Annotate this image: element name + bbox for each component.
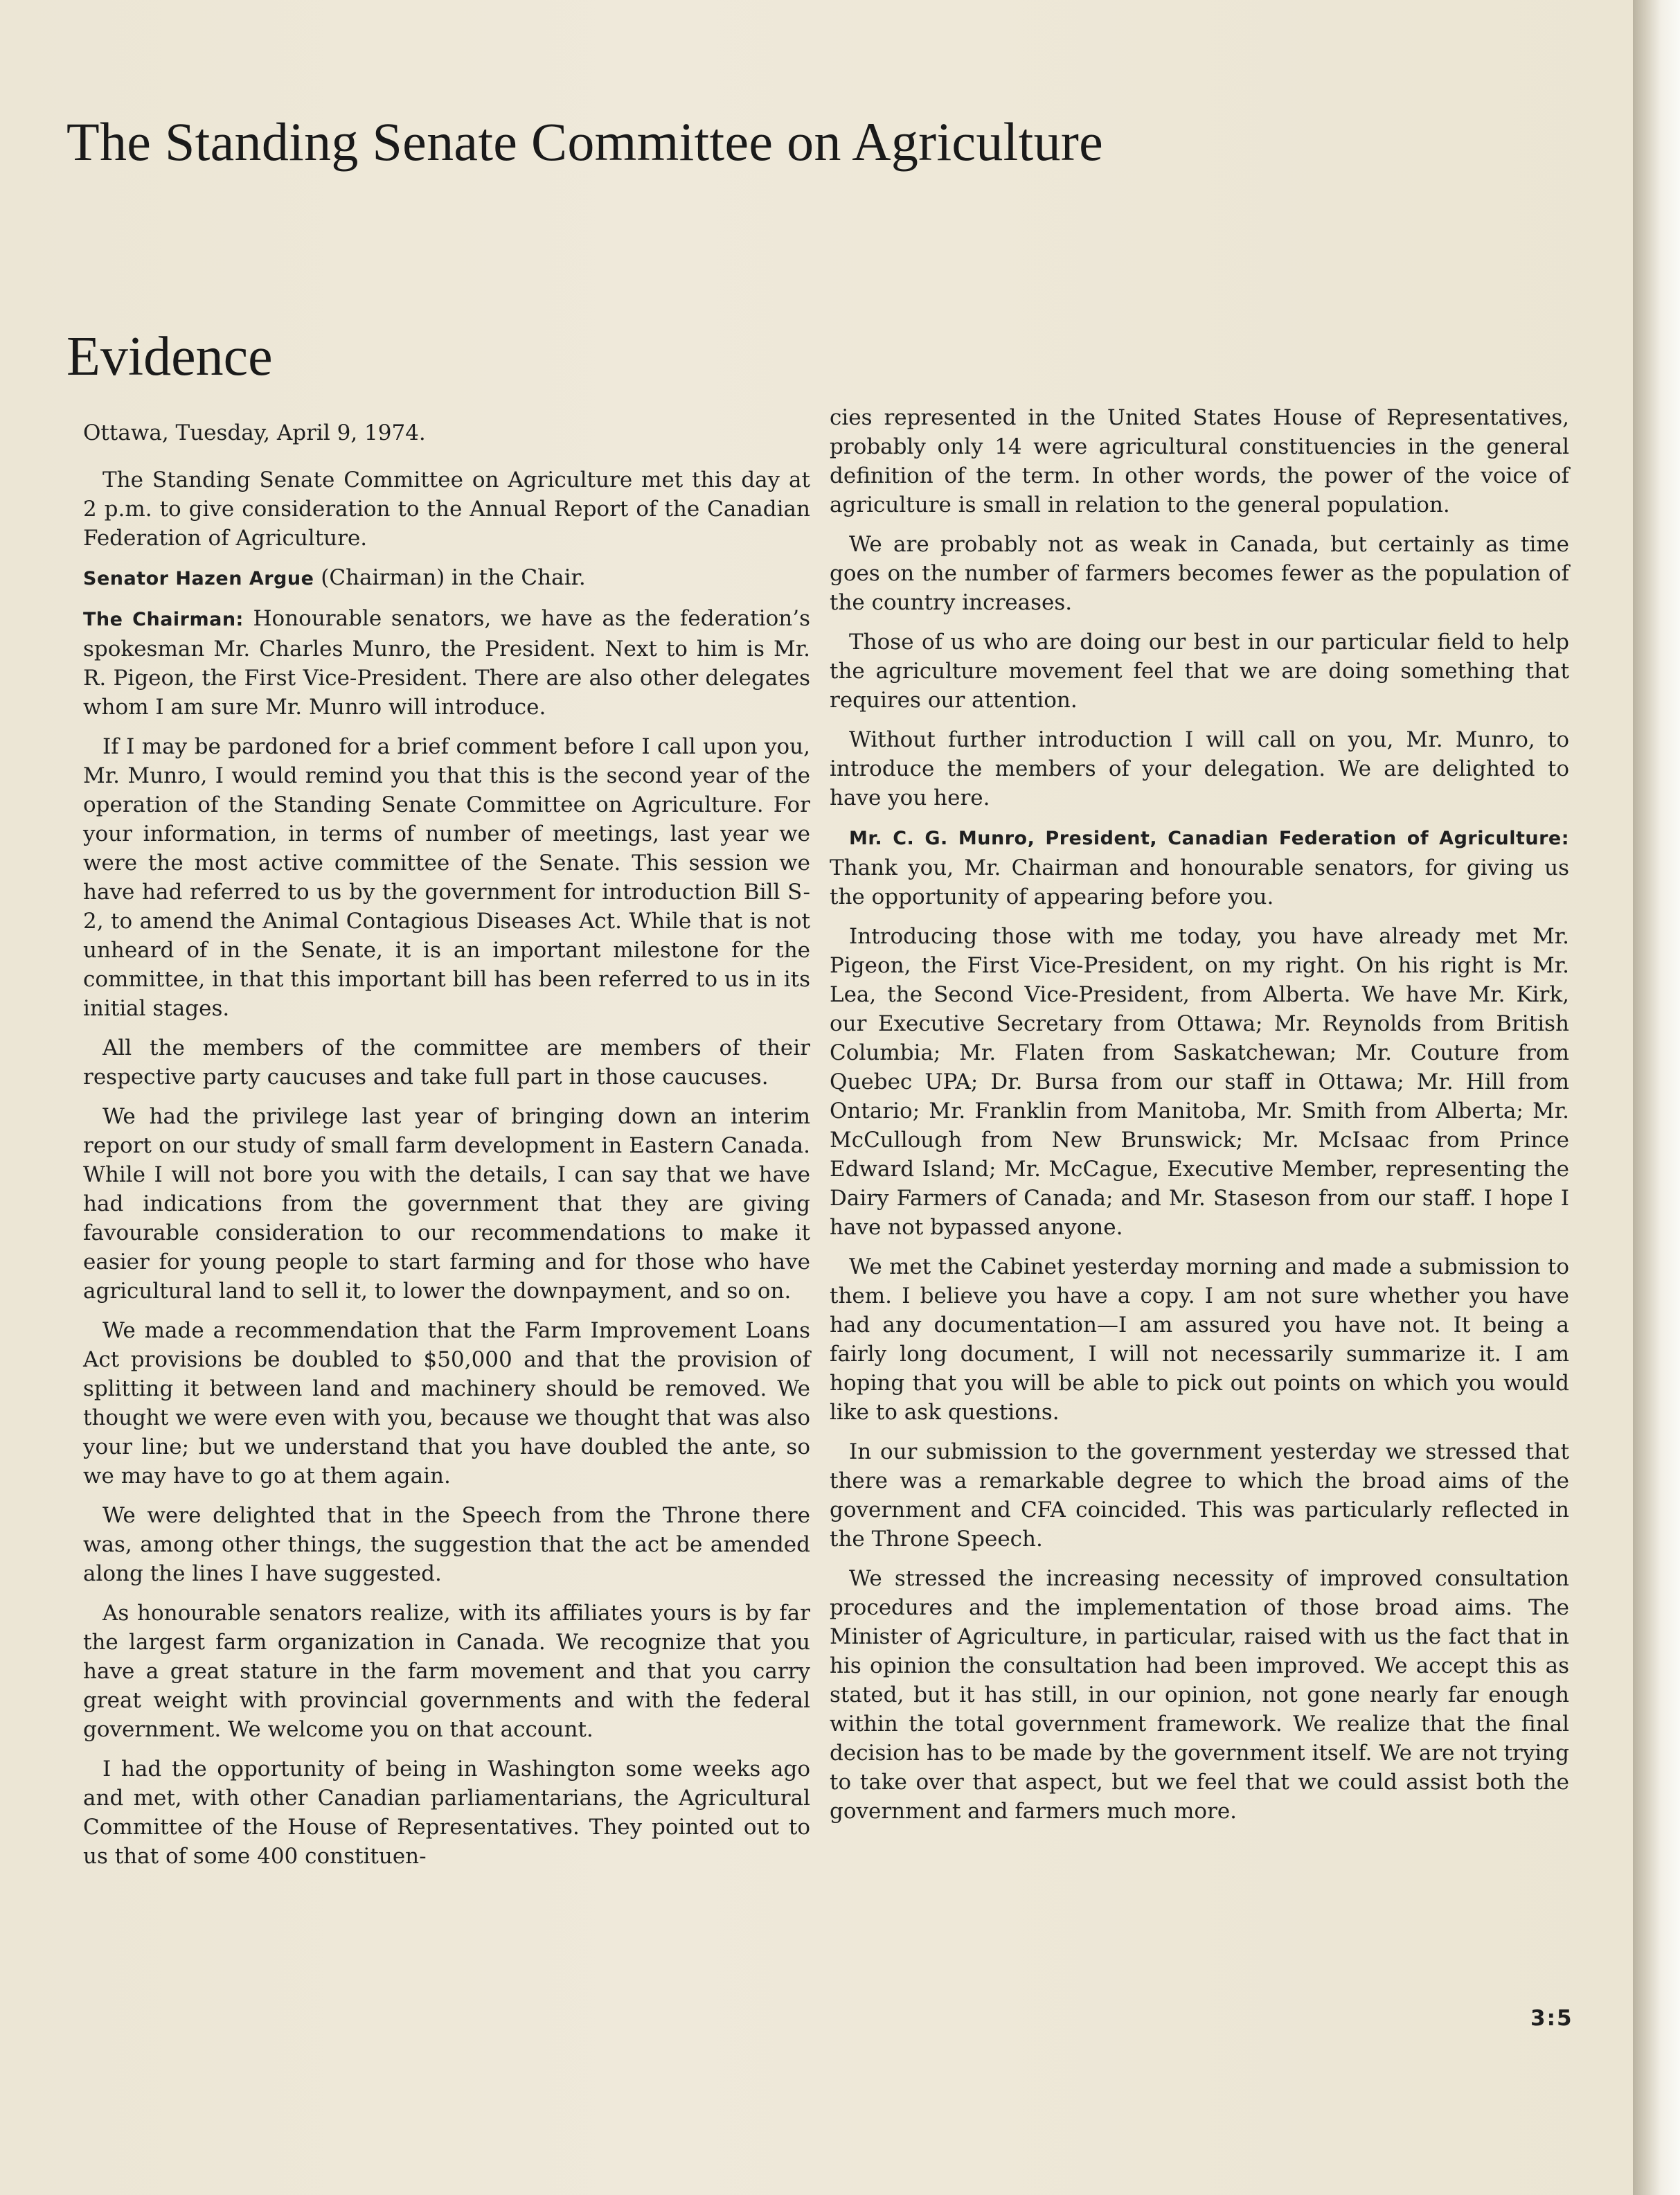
paragraph: Introducing those with me today, you have already met Mr. Pigeon, the First Vice-President, on my right. On his right is Mr. Lea, the Second Vice-President, from Alberta. We have Mr. Kirk, our Executive Secretary from Ottawa; Mr. Reynolds from British Columbia; Mr. Flaten from Saskatchewan; Mr. Couture from Quebec UPA; Dr. Bursa from our staff in Ottawa; Mr. Hill from Ontario; Mr. Franklin from Manitoba, Mr. Smith from Alberta; Mr. McCullough from New Brunswick; Mr. McIsaac from Prince Edward Island; Mr. McCague, Executive Member, representing the Dairy Farmers of Canada; and Mr. Staseson from our staff. I hope I have not bypassed anyone. [830, 924, 1569, 1240]
paragraph: The Standing Senate Committee on Agriculture met this day at 2 p.m. to give consideration to the Annual Report of the Canadian Federation of Agriculture. [83, 468, 810, 551]
page-edge [1633, 0, 1680, 2195]
paragraph [830, 823, 1569, 912]
chair-role: (Chairman) in the Chair. [314, 565, 586, 590]
paragraph: We were delighted that in the Speech from the Throne there was, among other things, the suggestion that the act be amended along the lines I have suggested. [83, 1503, 810, 1586]
paragraph: I had the opportunity of being in Washington some weeks ago and met, with other Canadian parliamentarians, the Agricultural Committee of the House of Representatives. They pointed out to us that of some 400 constituen- [83, 1757, 810, 1869]
left-column [83, 418, 810, 1881]
speaker-label: Mr. C. G. Munro, President, Canadian Federation of Agriculture: [849, 828, 1569, 849]
right-column [830, 403, 1569, 1836]
paragraph [83, 604, 810, 722]
paragraph: Without further introduction I will call on you, Mr. Munro, to introduce the members of your delegation. We are delighted to have you here. [830, 727, 1569, 810]
paragraph: We met the Cabinet yesterday morning and made a submission to them. I believe you have a copy. I am not sure whether you have had any documentation—I am assured you have not. It being a fairly long document, I will not necessarily summarize it. I am hoping that you will be able to pick out points on which you would like to ask questions. [830, 1254, 1569, 1425]
paragraph: All the members of the committee are members of their respective party caucuses and take full part in those caucuses. [83, 1036, 810, 1090]
paragraph: If I may be pardoned for a brief comment before I call upon you, Mr. Munro, I would remind you that this is the second year of the operation of the Standing Senate Committee on Agriculture. For your information, in terms of number of meetings, last year we were the most active committee of the Senate. This session we have had referred to us by the government for introduction Bill S-2, to amend the Animal Contagious Diseases Act. While that is not unheard of in the Senate, it is an important milestone for the committee, in that this important bill has been referred to us in its initial stages. [83, 734, 810, 1021]
speech-text: Thank you, Mr. Chairman and honourable senators, for giving us the opportunity of appearing before you. [830, 855, 1569, 909]
paragraph: We made a recommendation that the Farm Improvement Loans Act provisions be doubled to $50,000 and that the provision of splitting it between land and machinery should be removed. We thought we were even with you, because we thought that was also your line; but we understand that you have doubled the ante, so we may have to go at them again. [83, 1318, 810, 1488]
paragraph: We are probably not as weak in Canada, but certainly as time goes on the number of farmers becomes fewer as the population of the country increases. [830, 532, 1569, 615]
chair-line [83, 563, 810, 594]
document-title: The Standing Senate Committee on Agriculture [66, 112, 1104, 172]
speech-text: Honourable senators, we have as the federation’s spokesman Mr. Charles Munro, the President. Next to him is Mr. R. Pigeon, the First Vice-President. There are also other delegates whom I am sure Mr. Munro will introduce. [83, 606, 810, 720]
speaker-label: The Chairman: [83, 609, 244, 630]
page-number: 3:5 [1530, 2006, 1573, 2031]
paragraph: We had the privilege last year of bringing down an interim report on our study of small farm development in Eastern Canada. While I will not bore you with the details, I can say that we have had indications from the government that they are giving favourable consideration to our recommendations to make it easier for young people to start farming and for those who have agricultural land to sell it, to lower the downpayment, and so on. [83, 1104, 810, 1304]
chair-name: Senator Hazen Argue [83, 568, 314, 589]
paragraph: Those of us who are doing our best in our particular field to help the agriculture movement feel that we are doing something that requires our attention. [830, 630, 1569, 713]
paragraph: In our submission to the government yesterday we stressed that there was a remarkable degree to which the broad aims of the government and CFA coincided. This was particularly reflected in the Throne Speech. [830, 1439, 1569, 1552]
paragraph: cies represented in the United States House of Representatives, probably only 14 were agricultural constituencies in the general definition of the term. In other words, the power of the voice of agriculture is small in relation to the general population. [830, 405, 1569, 517]
paragraph: We stressed the increasing necessity of improved consultation procedures and the implementation of those broad aims. The Minister of Agriculture, in particular, raised with us the fact that in his opinion the consultation had been improved. We accept this as stated, but it has still, in our opinion, not gone nearly far enough within the total government framework. We realize that the final decision has to be made by the government itself. We are not trying to take over that aspect, but we feel that we could assist both the government and farmers much more. [830, 1566, 1569, 1824]
section-title: Evidence [66, 326, 273, 387]
dateline: Ottawa, Tuesday, April 9, 1974. [83, 420, 426, 445]
paragraph: As honourable senators realize, with its affiliates yours is by far the largest farm organization in Canada. We recognize that you have a great stature in the farm movement and that you carry great weight with provincial governments and with the federal government. We welcome you on that account. [83, 1601, 810, 1742]
